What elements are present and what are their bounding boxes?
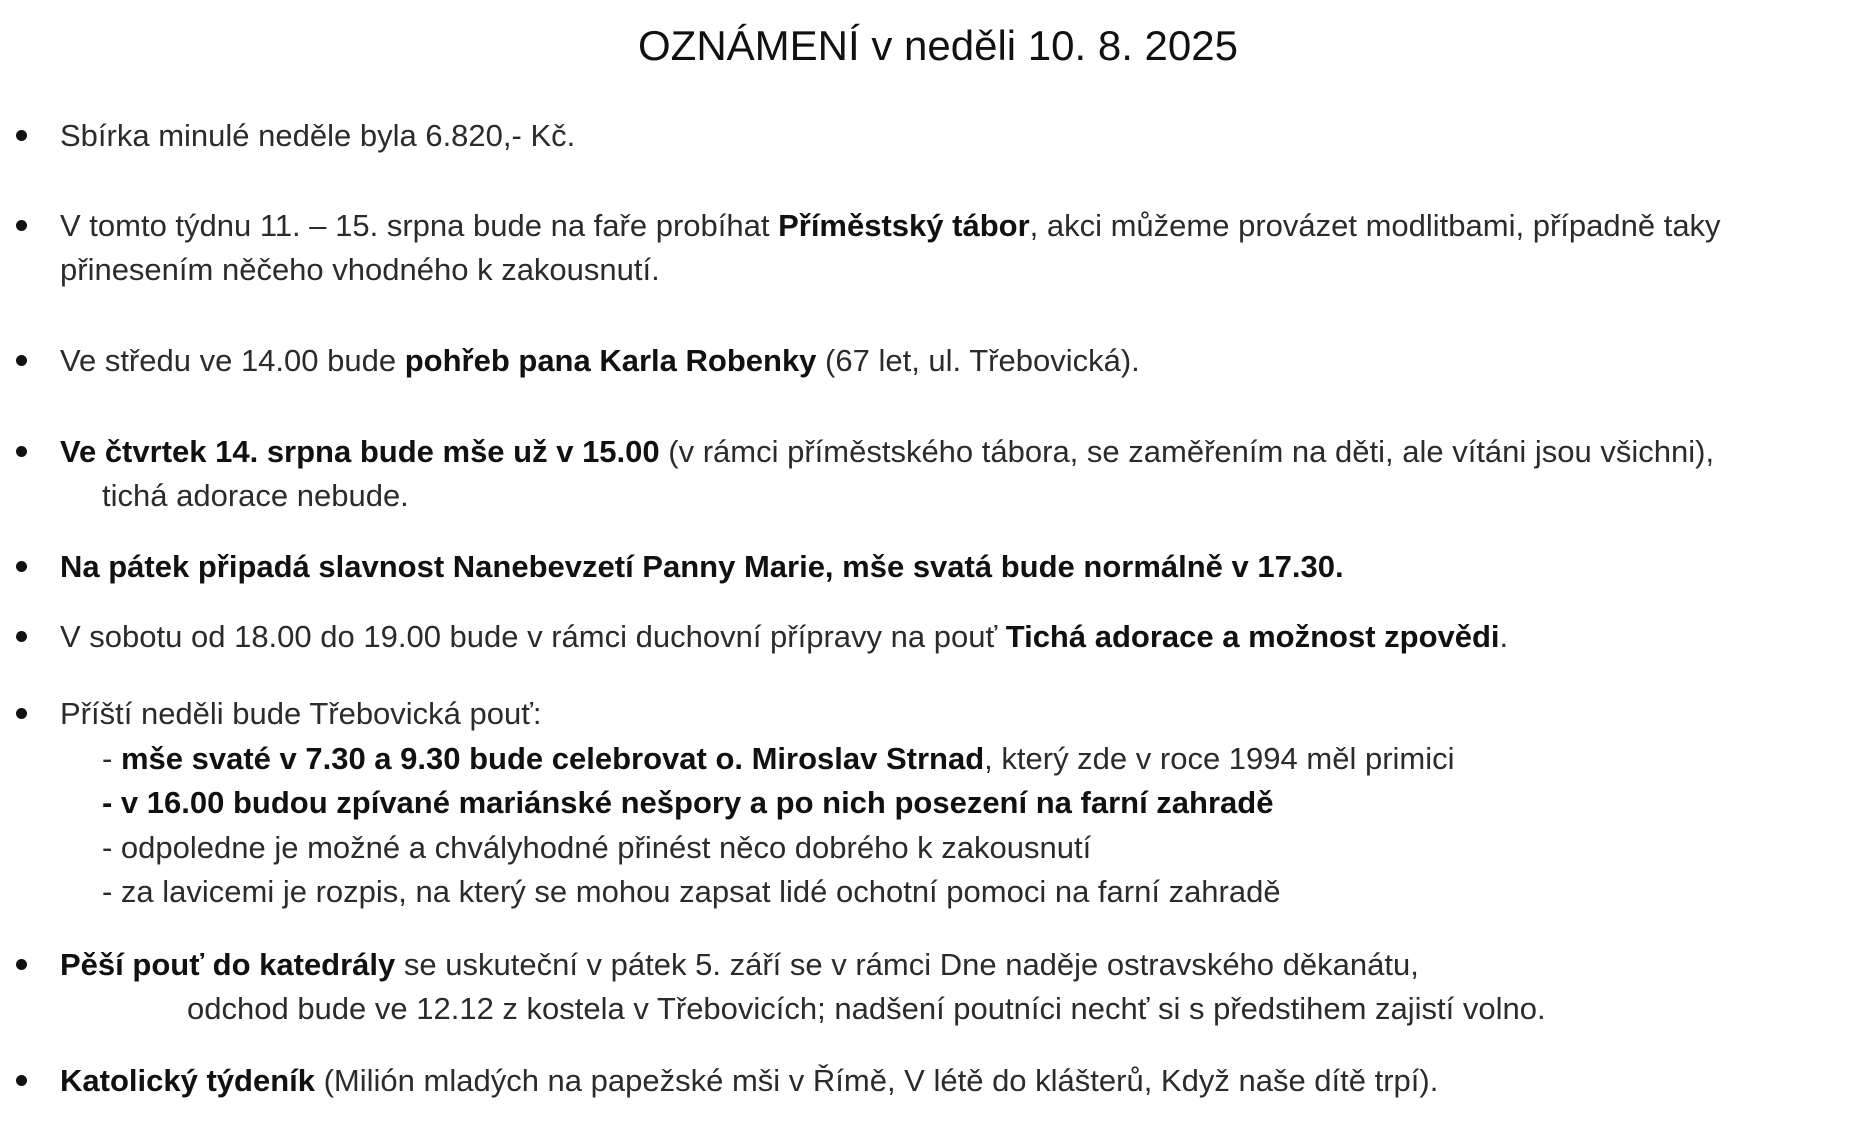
item-text: , který zde v roce 1994 měl primici [984,741,1455,776]
item-text: - [102,741,121,776]
item-text: Ve středu ve 14.00 bude [60,343,405,378]
list-item [60,1059,1438,1103]
item-text: (Milión mladých na papežské mši v Římě, V létě do klášterů, Když naše dítě trpí). [314,1063,1439,1098]
item-text: . [1499,619,1509,654]
item-emphasis: pohřeb pana Karla Robenky [404,343,817,378]
item-text: se uskuteční v pátek 5. září se v rámci Dne naděje ostravského děkanátu, [395,947,1419,982]
bullet-icon [16,561,27,572]
item-emphasis: Ve čtvrtek 14. srpna bude mše už v 15.00 [60,434,660,469]
sub-item [102,737,1455,781]
list-item [60,204,1721,292]
item-emphasis: Pěší pouť do katedrály [60,947,396,982]
list-item [60,943,1546,1031]
item-emphasis: Katolický týdeník [60,1063,315,1098]
item-emphasis: Na pátek připadá slavnost Nanebevzetí Panny Marie, mše svatá bude normálně v 17.30. [60,549,1344,584]
item-text: (67 let, ul. Třebovická). [816,343,1140,378]
bullet-icon [16,355,27,366]
list-item [60,692,542,736]
bullet-icon [16,631,27,642]
bullet-icon [16,446,27,457]
item-continuation: přinesením něčeho vhodného k zakousnutí. [60,252,660,287]
item-emphasis: Tichá adorace a možnost zpovědi [1005,619,1500,654]
item-text: Sbírka minulé neděle byla 6.820,- Kč. [60,118,576,153]
sub-item: - v 16.00 budou zpívané mariánské nešpory a po nich posezení na farní zahradě [102,785,1274,820]
sub-item: - za lavicemi je rozpis, na který se mohou zapsat lidé ochotní pomoci na farní zahradě [102,874,1281,909]
item-emphasis: Příměstský tábor [778,208,1030,243]
bullet-icon [16,708,27,719]
bullet-icon [16,959,27,970]
list-item [60,430,1714,518]
item-text: V sobotu od 18.00 do 19.00 bude v rámci duchovní přípravy na pouť [60,619,1006,654]
item-text: , akci můžeme provázet modlitbami, případně taky [1029,208,1721,243]
item-continuation: tichá adorace nebude. [102,478,409,513]
list-item [60,339,1140,383]
bullet-icon [16,220,27,231]
item-text: V tomto týdnu 11. – 15. srpna bude na faře probíhat [60,208,779,243]
item-heading: Příští neděli bude Třebovická pouť: [60,696,542,731]
page-title: OZNÁMENÍ v neděli 10. 8. 2025 [638,22,1238,69]
list-item [60,615,1508,659]
list-item [60,114,575,158]
list-item [60,545,1344,589]
bullet-icon [16,1075,27,1086]
item-emphasis: mše svaté v 7.30 a 9.30 bude celebrovat o. Miroslav Strnad [120,741,985,776]
bullet-icon [16,130,27,141]
item-text: (v rámci příměstského tábora, se zaměřením na děti, ale vítáni jsou všichni), [659,434,1715,469]
sub-item: - odpoledne je možné a chvályhodné přinést něco dobrého k zakousnutí [102,830,1092,865]
item-continuation: odchod bude ve 12.12 z kostela v Třebovicích; nadšení poutníci nechť si s předstihem zajistí volno. [187,991,1546,1026]
